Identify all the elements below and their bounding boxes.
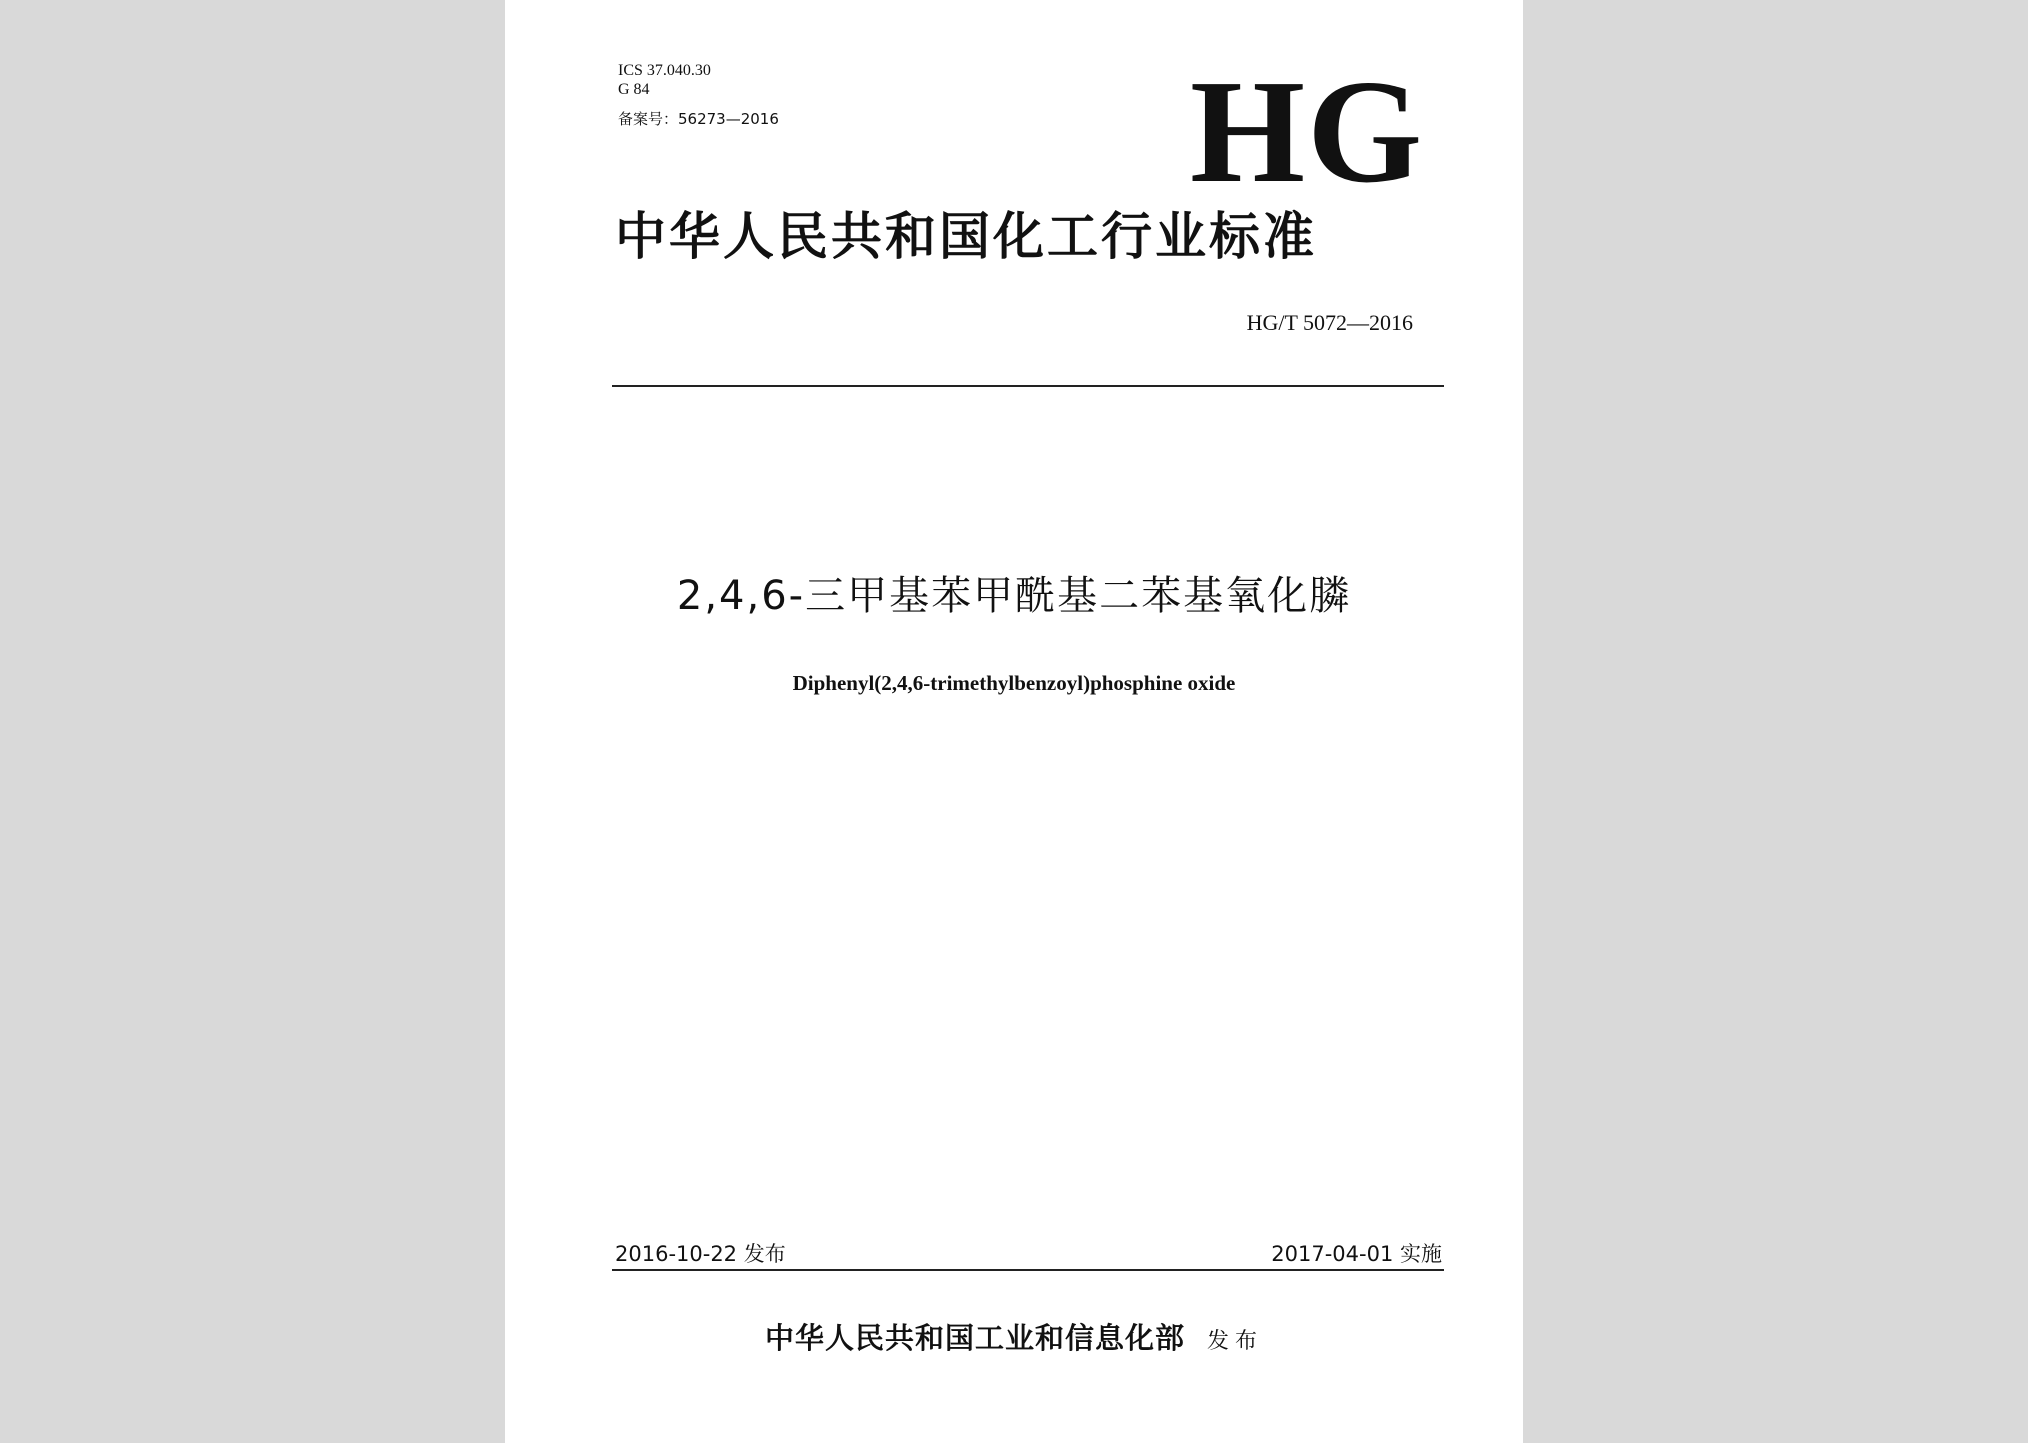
- standard-number: HG/T 5072—2016: [1246, 310, 1413, 335]
- publish-label: 发布: [1207, 1329, 1264, 1354]
- title-chinese: 2,4,6-三甲基苯甲酰基二苯基氧化膦: [676, 573, 1352, 619]
- document-page: [505, 0, 1523, 1443]
- hg-logo: HG: [1190, 50, 1425, 214]
- implementation-date: 2017-04-01 实施: [1271, 1242, 1442, 1266]
- publisher-name: 中华人民共和国工业和信息化部: [764, 1321, 1185, 1355]
- issue-date: 2016-10-22 发布: [615, 1242, 786, 1266]
- title-english: Diphenyl(2,4,6-trimethylbenzoyl)phosphine oxide: [792, 671, 1236, 695]
- ics-code: ICS 37.040.30: [618, 62, 711, 79]
- bottom-divider: [612, 1269, 1444, 1271]
- standard-category: 中华人民共和国化工行业标准: [615, 208, 1318, 267]
- date-row: [612, 1240, 1444, 1268]
- ccs-code: G 84: [618, 81, 650, 98]
- publisher-row: [505, 1318, 1523, 1362]
- record-number: 备案号：56273—2016: [618, 110, 779, 128]
- top-divider: [612, 385, 1444, 387]
